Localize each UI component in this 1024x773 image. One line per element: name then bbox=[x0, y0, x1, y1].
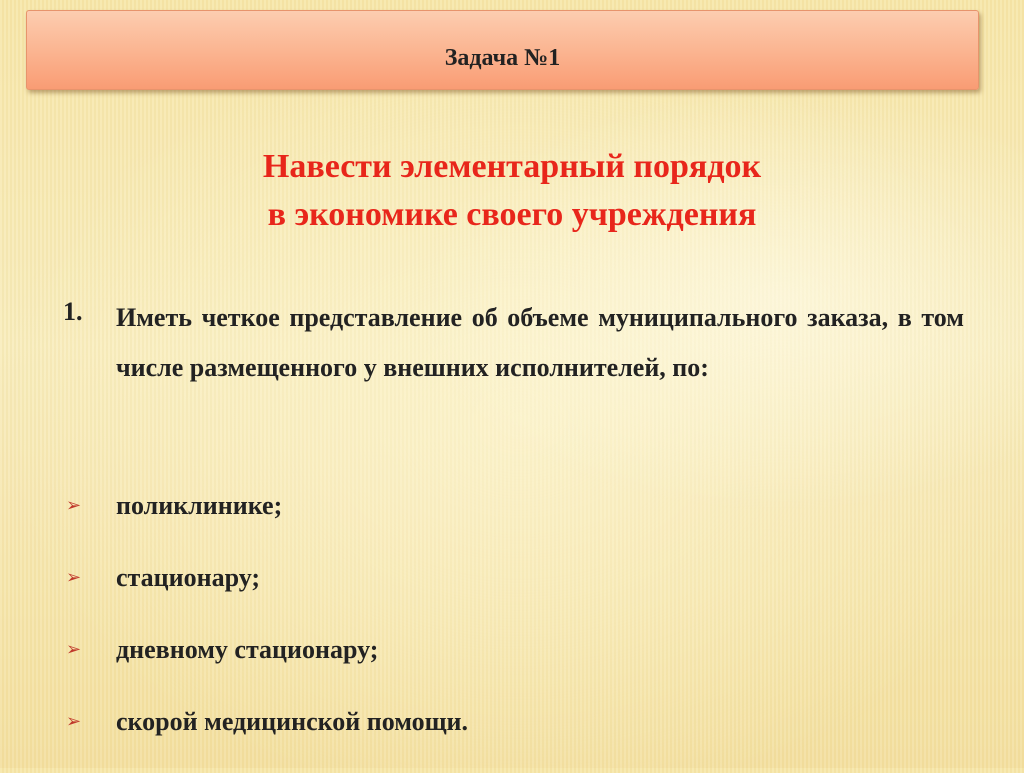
chevron-right-icon: ➢ bbox=[66, 711, 82, 732]
item-number: 1. bbox=[63, 297, 83, 326]
subtitle-line-1: Навести элементарный порядок bbox=[262, 148, 762, 185]
title-bar bbox=[26, 10, 979, 90]
list-item bbox=[0, 557, 1024, 629]
subtitle-line-2: в экономике своего учреждения bbox=[267, 196, 757, 233]
bullet-text: стационару; bbox=[116, 563, 261, 592]
list-item bbox=[0, 701, 1024, 773]
item-text: Иметь четкое представление об объеме муниципального заказа, в том числе размещенного у внешних исполнителей, по: bbox=[116, 303, 964, 382]
bullet-text: поликлинике; bbox=[116, 491, 283, 520]
bullet-list bbox=[0, 485, 1024, 773]
chevron-right-icon: ➢ bbox=[66, 495, 82, 516]
bullet-text: дневному стационару; bbox=[116, 635, 379, 664]
list-item bbox=[0, 485, 1024, 557]
bullet-text: скорой медицинской помощи. bbox=[116, 707, 469, 736]
slide-subtitle bbox=[0, 143, 1024, 239]
slide-title: Задача №1 bbox=[444, 45, 561, 71]
chevron-right-icon: ➢ bbox=[66, 639, 82, 660]
chevron-right-icon: ➢ bbox=[66, 567, 82, 588]
list-item bbox=[0, 629, 1024, 701]
